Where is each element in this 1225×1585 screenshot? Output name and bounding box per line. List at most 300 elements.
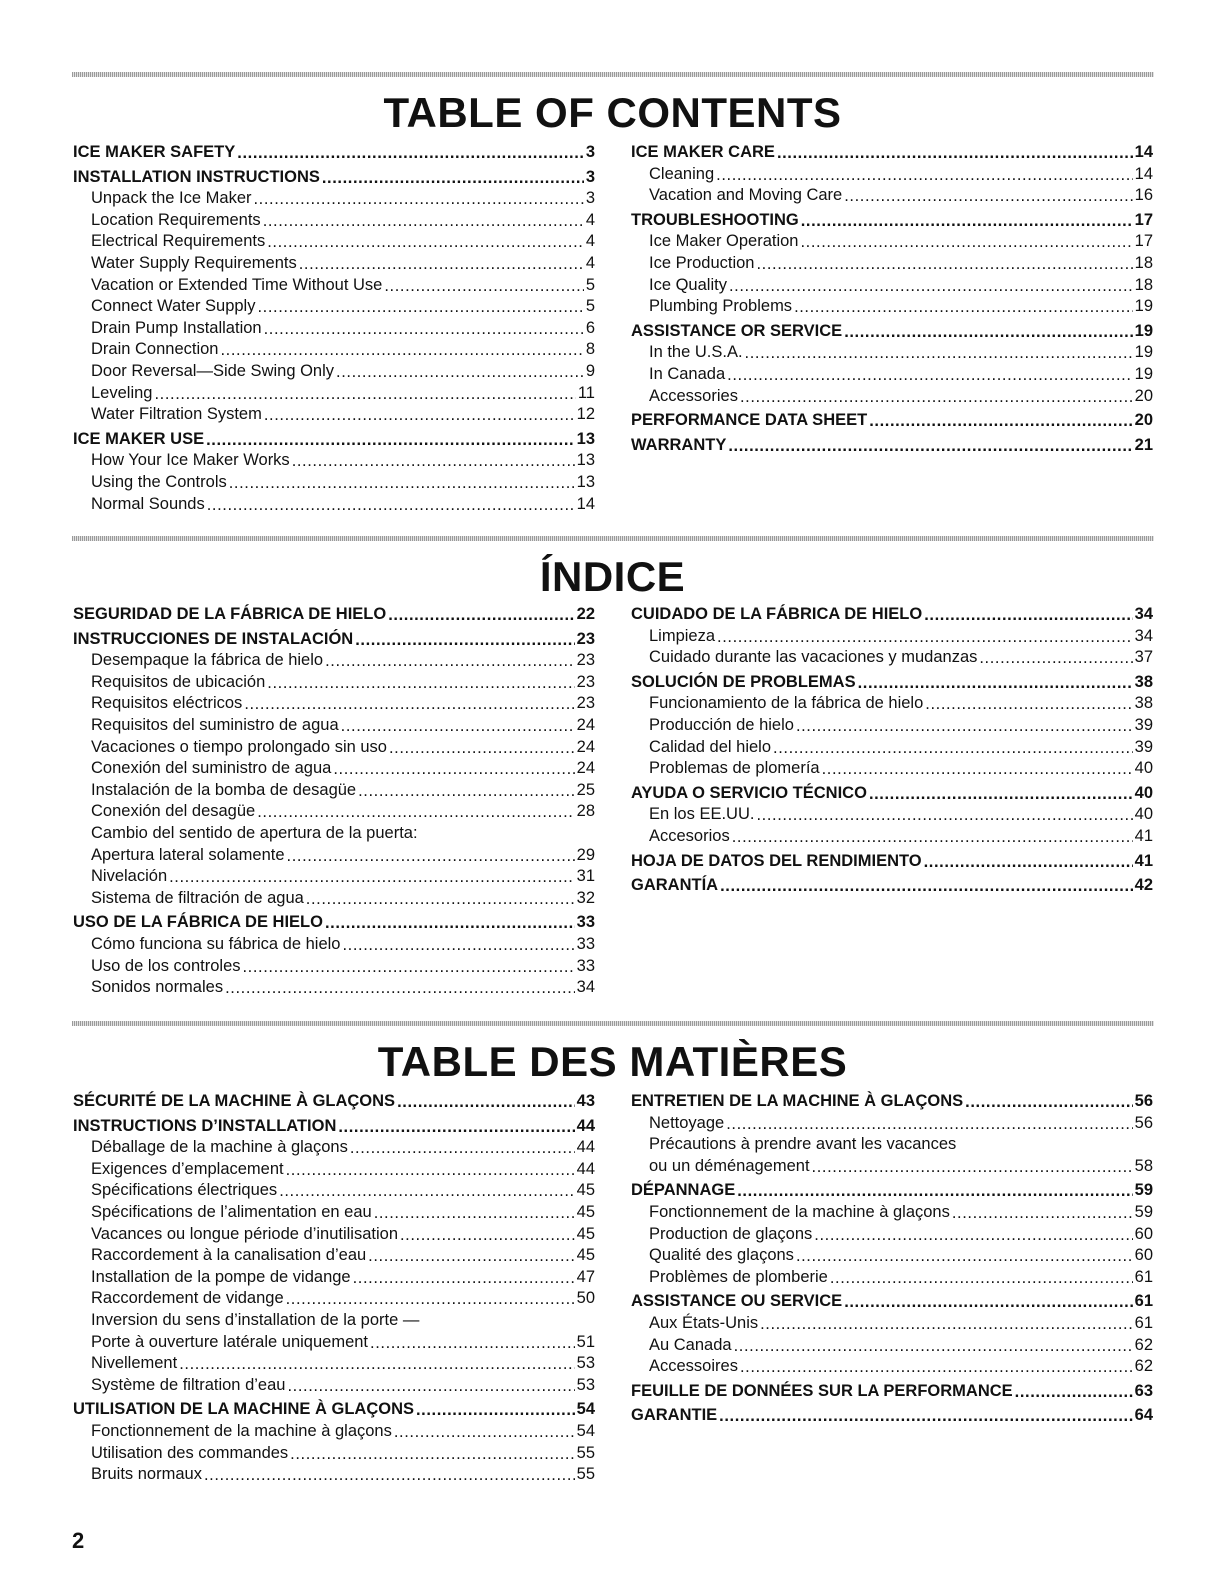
toc-entry-page: 44 xyxy=(576,1116,595,1135)
dot-leader xyxy=(154,384,575,401)
dot-leader xyxy=(325,913,575,930)
toc-entry xyxy=(73,866,595,888)
dot-leader xyxy=(720,876,1133,893)
toc-entry-page: 34 xyxy=(1134,605,1153,623)
toc-entry-title: Ice Production xyxy=(649,253,755,272)
toc-entry xyxy=(631,1313,1153,1335)
toc-entry-page: 43 xyxy=(576,1092,595,1110)
toc-chapter-entry xyxy=(631,672,1153,694)
dot-leader xyxy=(358,781,575,798)
toc-entry xyxy=(631,758,1153,780)
toc-entry xyxy=(73,1180,595,1202)
dot-leader xyxy=(292,451,575,468)
dot-leader xyxy=(207,495,575,512)
toc-entry-title: Raccordement de vidange xyxy=(91,1289,284,1308)
dot-leader xyxy=(760,1314,1133,1331)
dot-leader xyxy=(287,846,575,863)
toc-entry-title: Cuidado durante las vacaciones y mudanzas xyxy=(649,648,978,667)
toc-entry xyxy=(631,647,1153,669)
toc-entry xyxy=(73,361,595,383)
toc-entry-title: Uso de los controles xyxy=(91,956,241,975)
toc-entry xyxy=(73,758,595,780)
dot-leader xyxy=(822,759,1133,776)
toc-entry-page: 19 xyxy=(1134,297,1153,316)
toc-entry-page: 23 xyxy=(576,651,595,670)
toc-entry-title: Vacaciones o tiempo prolongado sin uso xyxy=(91,737,387,756)
dot-leader xyxy=(287,1376,574,1393)
toc-entry-page: 32 xyxy=(576,888,595,907)
dot-leader xyxy=(869,411,1132,428)
toc-entry xyxy=(631,342,1153,364)
dot-leader xyxy=(267,673,574,690)
section-heading-english: TABLE OF CONTENTS xyxy=(383,89,842,136)
dot-leader xyxy=(397,1092,575,1109)
dot-leader xyxy=(306,889,575,906)
toc-entry-page: 14 xyxy=(1134,164,1153,183)
dot-leader xyxy=(716,165,1133,182)
toc-entry-page: 45 xyxy=(576,1224,595,1243)
toc-entry-title: Funcionamiento de la fábrica de hielo xyxy=(649,694,924,713)
toc-entry xyxy=(73,1421,595,1443)
toc-entry-page: 23 xyxy=(576,694,595,713)
toc-entry-page: 24 xyxy=(576,737,595,756)
toc-entry-title: Inversion du sens d’installation de la porte — xyxy=(91,1310,420,1329)
toc-entry xyxy=(631,693,1153,715)
toc-chapter-entry xyxy=(631,783,1153,805)
toc-entry-page: 59 xyxy=(1134,1181,1153,1200)
toc-entry-title: SOLUCIÓN DE PROBLEMAS xyxy=(631,672,856,691)
toc-english-right-column xyxy=(631,142,1153,456)
dot-leader xyxy=(756,805,1132,822)
toc-entry-title: Normal Sounds xyxy=(91,494,205,513)
toc-chapter-entry xyxy=(631,1291,1153,1313)
toc-entry xyxy=(73,1245,595,1267)
toc-entry xyxy=(73,296,595,318)
dot-leader xyxy=(965,1092,1132,1109)
toc-entry xyxy=(631,231,1153,253)
toc-entry xyxy=(73,210,595,232)
dot-leader xyxy=(737,1181,1132,1198)
toc-entry xyxy=(73,318,595,340)
toc-entry xyxy=(73,275,595,297)
toc-entry xyxy=(73,1224,595,1246)
toc-entry xyxy=(73,404,595,426)
toc-entry-title: Electrical Requirements xyxy=(91,232,266,251)
toc-entry-title: Bruits normaux xyxy=(91,1465,202,1484)
toc-entry-title: Accessoires xyxy=(649,1357,738,1376)
toc-entry-title: Production de glaçons xyxy=(649,1224,813,1243)
toc-entry-page: 45 xyxy=(576,1202,595,1221)
toc-entry-title: Sonidos normales xyxy=(91,978,224,997)
toc-entry-title: Location Requirements xyxy=(91,210,261,229)
toc-entry xyxy=(631,1224,1153,1246)
dot-leader xyxy=(734,1336,1133,1353)
toc-entry-title: TROUBLESHOOTING xyxy=(631,210,799,229)
toc-entry-page: 4 xyxy=(585,253,595,272)
dot-leader xyxy=(353,1268,575,1285)
toc-entry-page: 34 xyxy=(1134,626,1153,645)
dot-leader xyxy=(740,387,1133,404)
toc-entry-page: 9 xyxy=(585,361,595,380)
toc-entry xyxy=(73,253,595,275)
dot-leader xyxy=(286,1289,575,1306)
toc-entry xyxy=(73,494,595,516)
toc-entry-title: INSTALLATION INSTRUCTIONS xyxy=(73,167,320,186)
toc-entry-title: Water Supply Requirements xyxy=(91,253,297,272)
dot-leader xyxy=(355,630,574,647)
toc-entry-title: Vacation and Moving Care xyxy=(649,186,843,205)
dot-leader xyxy=(254,189,584,206)
dot-leader xyxy=(796,716,1133,733)
toc-entry-title: Sistema de filtración de agua xyxy=(91,888,304,907)
toc-entry-title: Requisitos de ubicación xyxy=(91,672,266,691)
section-divider xyxy=(72,1021,1154,1026)
toc-entry-page: 60 xyxy=(1134,1246,1153,1265)
toc-chapter-entry xyxy=(631,1381,1153,1403)
toc-entry xyxy=(631,1134,1153,1156)
dot-leader xyxy=(740,1357,1133,1374)
dot-leader xyxy=(342,935,574,952)
toc-entry-page: 4 xyxy=(585,232,595,251)
toc-entry-page: 54 xyxy=(576,1400,595,1419)
toc-entry-page: 3 xyxy=(585,167,595,186)
toc-entry-page: 13 xyxy=(576,472,595,491)
toc-entry-title: ICE MAKER USE xyxy=(73,429,205,448)
toc-entry-title: Drain Pump Installation xyxy=(91,318,262,337)
dot-leader xyxy=(830,1268,1133,1285)
dot-leader xyxy=(796,1246,1133,1263)
dot-leader xyxy=(169,867,575,884)
toc-entry-title: ICE MAKER SAFETY xyxy=(73,143,236,161)
toc-entry-title: GARANTIE xyxy=(631,1406,718,1425)
toc-entry-title: Raccordement à la canalisation d’eau xyxy=(91,1246,367,1265)
toc-entry-page: 20 xyxy=(1134,386,1153,405)
dot-leader xyxy=(979,648,1132,665)
section-heading-french: TABLE DES MATIÈRES xyxy=(377,1038,848,1085)
toc-entry-page: 38 xyxy=(1134,694,1153,713)
toc-entry xyxy=(73,977,595,999)
toc-entry-title: Producción de hielo xyxy=(649,715,794,734)
toc-entry-title: HOJA DE DATOS DEL RENDIMIENTO xyxy=(631,851,922,870)
dot-leader xyxy=(794,297,1133,314)
toc-entry-title: Ice Maker Operation xyxy=(649,232,799,251)
toc-entry-page: 5 xyxy=(585,297,595,316)
toc-entry-title: Système de filtration d’eau xyxy=(91,1375,286,1394)
dot-leader xyxy=(264,405,575,422)
toc-entry xyxy=(73,1159,595,1181)
dot-leader xyxy=(350,1138,575,1155)
toc-entry xyxy=(73,1267,595,1289)
toc-entry-page: 56 xyxy=(1134,1092,1153,1110)
dot-leader xyxy=(952,1203,1133,1220)
toc-entry-page: 56 xyxy=(1134,1113,1153,1132)
dot-leader xyxy=(384,276,583,293)
dot-leader xyxy=(325,651,575,668)
toc-chapter-entry xyxy=(73,629,595,651)
toc-entry-title: Installation de la pompe de vidange xyxy=(91,1267,351,1286)
toc-entry-page: 53 xyxy=(576,1375,595,1394)
dot-leader xyxy=(244,694,574,711)
toc-entry-title: Cómo funciona su fábrica de hielo xyxy=(91,934,341,953)
toc-entry-title: Au Canada xyxy=(649,1335,732,1354)
dot-leader xyxy=(257,802,574,819)
toc-entry-title: Spécifications électriques xyxy=(91,1181,278,1200)
dot-leader xyxy=(800,232,1132,249)
toc-entry-page: 12 xyxy=(576,405,595,424)
toc-chapter-entry xyxy=(631,875,1153,897)
toc-entry-title: Connect Water Supply xyxy=(91,297,256,316)
toc-entry-page: 29 xyxy=(576,845,595,864)
toc-chapter-entry xyxy=(73,429,595,451)
toc-entry xyxy=(73,672,595,694)
dot-leader xyxy=(1015,1382,1133,1399)
dot-leader xyxy=(264,319,584,336)
dot-leader xyxy=(267,232,584,249)
toc-entry xyxy=(73,339,595,361)
toc-entry-title: Unpack the Ice Maker xyxy=(91,189,252,208)
dot-leader xyxy=(370,1333,575,1350)
toc-entry xyxy=(73,650,595,672)
toc-entry-title: ICE MAKER CARE xyxy=(631,143,775,161)
toc-chapter-entry xyxy=(631,1180,1153,1202)
toc-entry xyxy=(73,231,595,253)
toc-entry-page: 39 xyxy=(1134,737,1153,756)
toc-entry xyxy=(73,188,595,210)
toc-entry-title: Précautions à prendre avant les vacances xyxy=(649,1135,957,1154)
toc-entry-page: 5 xyxy=(585,275,595,294)
toc-entry-page: 14 xyxy=(1134,143,1153,161)
toc-entry xyxy=(73,934,595,956)
toc-entry-page: 11 xyxy=(577,383,595,402)
toc-entry-page: 45 xyxy=(576,1246,595,1265)
toc-entry-page: 51 xyxy=(576,1332,595,1351)
toc-entry-page: 62 xyxy=(1134,1335,1153,1354)
dot-leader xyxy=(745,343,1133,360)
toc-entry-page: 38 xyxy=(1134,672,1153,691)
dot-leader xyxy=(858,673,1133,690)
toc-entry-page: 25 xyxy=(576,780,595,799)
toc-entry-page: 40 xyxy=(1134,805,1153,824)
dot-leader xyxy=(869,784,1133,801)
dot-leader xyxy=(924,605,1132,622)
toc-entry-title: ENTRETIEN DE LA MACHINE À GLAÇONS xyxy=(631,1092,964,1110)
toc-entry-title: Leveling xyxy=(91,383,153,402)
toc-chapter-entry xyxy=(631,410,1153,432)
toc-entry-page: 50 xyxy=(576,1289,595,1308)
toc-entry xyxy=(73,1443,595,1465)
dot-leader xyxy=(204,1465,575,1482)
toc-entry-title: INSTRUCTIONS D’INSTALLATION xyxy=(73,1116,337,1135)
toc-entry-page: 61 xyxy=(1134,1267,1153,1286)
toc-entry-title: Cambio del sentido de apertura de la puerta: xyxy=(91,823,418,842)
toc-entry-title: Door Reversal—Side Swing Only xyxy=(91,361,335,380)
dot-leader xyxy=(286,1160,575,1177)
toc-chapter-entry xyxy=(631,210,1153,232)
page-number: 2 xyxy=(72,1528,85,1553)
toc-chapter-entry xyxy=(631,142,1153,164)
toc-entry xyxy=(73,472,595,494)
toc-entry-title: WARRANTY xyxy=(631,435,727,454)
dot-leader xyxy=(388,605,574,622)
toc-chapter-entry xyxy=(631,1405,1153,1427)
toc-entry xyxy=(73,823,595,845)
toc-entry-title: Vacation or Extended Time Without Use xyxy=(91,275,383,294)
dot-leader xyxy=(844,322,1132,339)
toc-entry-title: Requisitos del suministro de agua xyxy=(91,715,339,734)
toc-entry-title: CUIDADO DE LA FÁBRICA DE HIELO xyxy=(631,605,923,623)
toc-entry-title: SEGURIDAD DE LA FÁBRICA DE HIELO xyxy=(73,605,387,623)
dot-leader xyxy=(924,852,1133,869)
toc-entry-page: 41 xyxy=(1134,851,1153,870)
toc-chapter-entry xyxy=(631,604,1153,626)
toc-entry-title: Conexión del desagüe xyxy=(91,802,256,821)
toc-entry-page: 19 xyxy=(1134,343,1153,362)
toc-entry xyxy=(73,383,595,405)
toc-entry-title: Desempaque la fábrica de hielo xyxy=(91,651,324,670)
toc-entry-page: 23 xyxy=(576,672,595,691)
toc-entry-page: 33 xyxy=(576,956,595,975)
toc-entry xyxy=(631,626,1153,648)
toc-entry-title: FEUILLE DE DONNÉES SUR LA PERFORMANCE xyxy=(631,1381,1013,1400)
dot-leader xyxy=(290,1444,574,1461)
dot-leader xyxy=(732,827,1133,844)
dot-leader xyxy=(279,1181,574,1198)
toc-entry-page: 63 xyxy=(1134,1381,1153,1400)
toc-entry-title: En los EE.UU. xyxy=(649,805,755,824)
toc-entry xyxy=(73,780,595,802)
toc-entry-page: 59 xyxy=(1134,1202,1153,1221)
toc-spanish-right-column xyxy=(631,604,1153,897)
toc-entry-page: 34 xyxy=(576,978,595,997)
toc-entry-page: 17 xyxy=(1134,232,1153,251)
toc-entry-title: Exigences d’emplacement xyxy=(91,1159,284,1178)
toc-entry-page: 61 xyxy=(1134,1292,1153,1311)
toc-entry-title: Accesorios xyxy=(649,826,730,845)
toc-entry-page: 33 xyxy=(576,934,595,953)
toc-entry-page: 14 xyxy=(576,494,595,513)
toc-entry xyxy=(631,253,1153,275)
toc-chapter-entry xyxy=(73,912,595,934)
toc-entry xyxy=(631,826,1153,848)
toc-entry-title: ASSISTANCE OR SERVICE xyxy=(631,321,843,340)
toc-entry-title: SÉCURITÉ DE LA MACHINE À GLAÇONS xyxy=(73,1092,396,1110)
toc-chapter-entry xyxy=(73,1091,595,1113)
toc-entry-page: 54 xyxy=(576,1421,595,1440)
dot-leader xyxy=(206,430,575,447)
toc-entry-page: 39 xyxy=(1134,715,1153,734)
toc-entry-page: 3 xyxy=(585,189,595,208)
toc-entry-page: 55 xyxy=(576,1465,595,1484)
toc-entry xyxy=(631,1267,1153,1289)
dot-leader xyxy=(416,1400,575,1417)
dot-leader xyxy=(844,186,1132,203)
dot-leader xyxy=(777,143,1133,160)
toc-entry-page: 62 xyxy=(1134,1357,1153,1376)
toc-entry xyxy=(73,1288,595,1310)
toc-entry xyxy=(73,1332,595,1354)
toc-entry xyxy=(631,296,1153,318)
toc-entry xyxy=(73,956,595,978)
toc-entry-title: Vacances ou longue période d’inutilisation xyxy=(91,1224,398,1243)
toc-entry xyxy=(73,1353,595,1375)
dot-leader xyxy=(773,738,1133,755)
toc-entry-title: Requisitos eléctricos xyxy=(91,694,243,713)
toc-entry xyxy=(73,1310,595,1332)
toc-entry-page: 55 xyxy=(576,1443,595,1462)
toc-entry-title: Fonctionnement de la machine à glaçons xyxy=(91,1421,392,1440)
toc-entry-title: USO DE LA FÁBRICA DE HIELO xyxy=(73,913,323,932)
toc-entry xyxy=(73,693,595,715)
toc-entry-title: Calidad del hielo xyxy=(649,737,772,756)
toc-entry-page: 21 xyxy=(1134,435,1153,454)
dot-leader xyxy=(400,1225,575,1242)
toc-entry-title: UTILISATION DE LA MACHINE À GLAÇONS xyxy=(73,1400,414,1419)
toc-entry-page: 8 xyxy=(585,340,595,359)
toc-entry-title: Plumbing Problems xyxy=(649,297,793,316)
dot-leader xyxy=(729,276,1133,293)
toc-chapter-entry xyxy=(631,435,1153,457)
toc-entry xyxy=(73,888,595,910)
toc-entry-title: INSTRUCCIONES DE INSTALACIÓN xyxy=(73,629,354,648)
toc-entry-page: 28 xyxy=(576,802,595,821)
toc-entry xyxy=(631,364,1153,386)
dot-leader xyxy=(237,143,584,160)
dot-leader xyxy=(717,627,1133,644)
dot-leader xyxy=(394,1422,575,1439)
section-divider xyxy=(72,72,1154,77)
toc-entry-page: 33 xyxy=(576,913,595,932)
toc-entry-page: 60 xyxy=(1134,1224,1153,1243)
dot-leader xyxy=(243,957,575,974)
dot-leader xyxy=(389,738,575,755)
toc-entry xyxy=(631,1113,1153,1135)
toc-entry-page: 64 xyxy=(1134,1406,1153,1425)
dot-leader xyxy=(225,978,575,995)
toc-entry-page: 19 xyxy=(1134,321,1153,340)
toc-entry-page: 17 xyxy=(1134,210,1153,229)
toc-entry-page: 37 xyxy=(1134,648,1153,667)
toc-entry-title: Problèmes de plomberie xyxy=(649,1267,828,1286)
dot-leader xyxy=(299,254,584,271)
toc-entry-title: Nivellement xyxy=(91,1354,178,1373)
dot-leader xyxy=(374,1203,575,1220)
toc-french-left-column xyxy=(73,1091,595,1486)
dot-leader xyxy=(257,297,583,314)
dot-leader xyxy=(801,211,1133,228)
toc-entry-title: Apertura lateral solamente xyxy=(91,845,285,864)
dot-leader xyxy=(728,436,1132,453)
toc-entry-page: 31 xyxy=(576,867,595,886)
toc-entry-title: Nivelación xyxy=(91,867,168,886)
toc-entry xyxy=(631,804,1153,826)
toc-chapter-entry xyxy=(73,1399,595,1421)
dot-leader xyxy=(814,1225,1132,1242)
toc-entry-title: Limpieza xyxy=(649,626,716,645)
toc-entry xyxy=(73,1464,595,1486)
toc-entry-title: How Your Ice Maker Works xyxy=(91,451,290,470)
toc-entry-title: Fonctionnement de la machine à glaçons xyxy=(649,1202,950,1221)
toc-entry xyxy=(631,1156,1153,1178)
toc-entry-title: Utilisation des commandes xyxy=(91,1443,289,1462)
toc-entry-page: 61 xyxy=(1134,1313,1153,1332)
toc-entry xyxy=(631,1202,1153,1224)
toc-chapter-entry xyxy=(73,604,595,626)
toc-entry-page: 44 xyxy=(576,1138,595,1157)
toc-entry-page: 23 xyxy=(576,629,595,648)
dot-leader xyxy=(221,340,584,357)
toc-entry xyxy=(631,1335,1153,1357)
toc-entry-title: Water Filtration System xyxy=(91,405,262,424)
